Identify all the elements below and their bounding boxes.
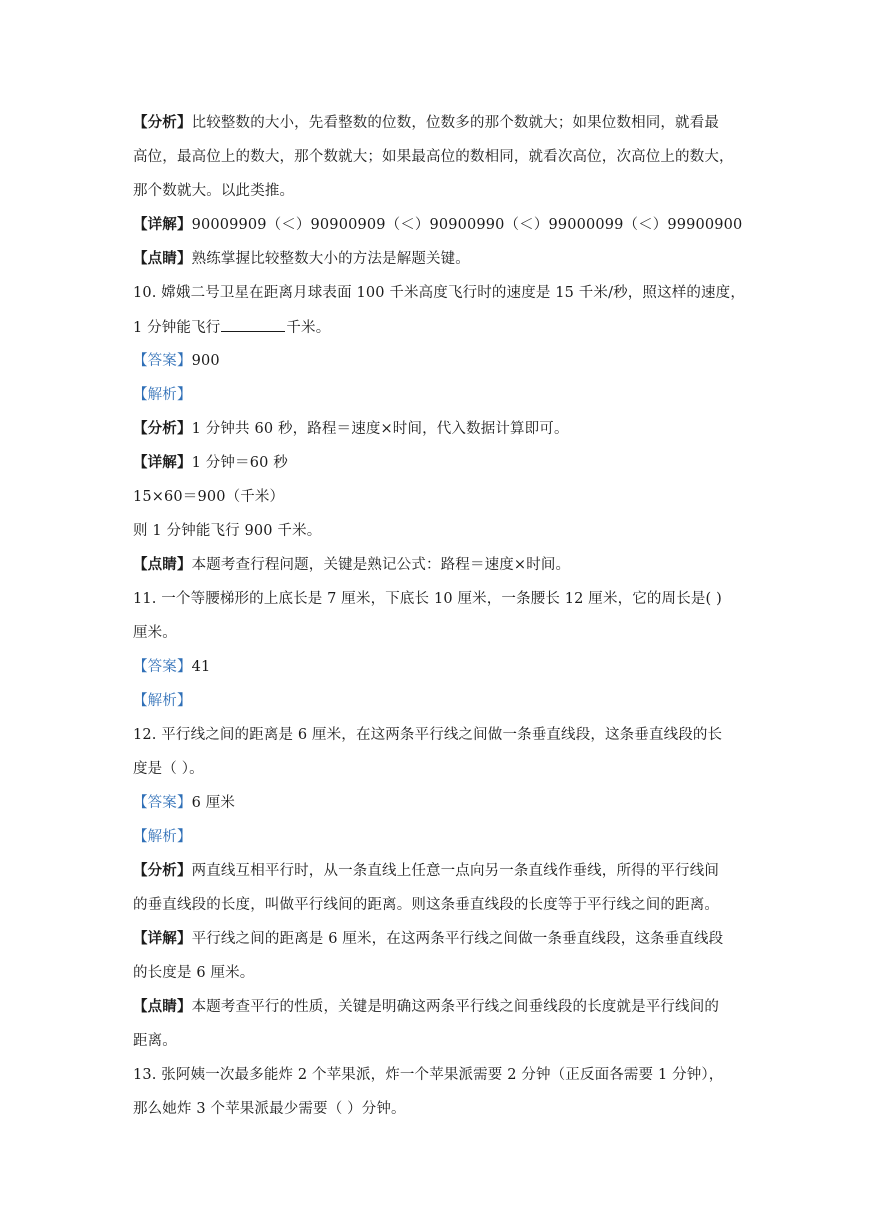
question-10-prefix: 1 分钟能飞行 — [133, 320, 221, 336]
question-10-conclusion: 则 1 分钟能飞行 900 千米。 — [133, 523, 322, 539]
question-12-analysis-line-2: 的垂直线段的长度，叫做平行线间的距离。则这条垂直线段的长度等于平行线之间的距离。 — [133, 897, 719, 913]
detail-tag: 【详解】 — [133, 216, 192, 233]
analysis-tag: 【分析】 — [133, 114, 192, 131]
answer-tag: 【答案】 — [133, 795, 192, 811]
analysis-line-2: 高位，最高位上的数大，那个数就大；如果最高位的数相同，就看次高位，次高位上的数大， — [133, 149, 734, 165]
question-11-line-1: 11. 一个等腰梯形的上底长是 7 厘米，下底长 10 厘米，一条腰长 12 厘米，它的周长是( ) — [133, 591, 722, 607]
analysis-text: 1 分钟共 60 秒，路程＝速度×时间，代入数据计算即可。 — [191, 421, 569, 437]
question-12-answer — [133, 793, 743, 813]
question-12-detail-line-2: 的长度是 6 厘米。 — [133, 965, 255, 981]
question-10-answer — [133, 351, 743, 371]
analysis-line-1 — [133, 113, 743, 133]
analysis-tag: 【分析】 — [133, 420, 192, 437]
question-12-jiexi-tag: 【解析】 — [133, 829, 192, 845]
answer-tag: 【答案】 — [133, 659, 192, 675]
analysis-text: 比较整数的大小，先看整数的位数，位数多的那个数就大；如果位数相同，就看最 — [191, 115, 720, 131]
tip-line — [133, 249, 743, 269]
question-12-tip-line-2: 距离。 — [133, 1033, 177, 1049]
question-12-line-2: 度是（ ）。 — [133, 761, 204, 777]
question-10-line-2 — [133, 317, 743, 338]
tip-tag: 【点睛】 — [133, 250, 192, 267]
analysis-text: 两直线互相平行时，从一条直线上任意一点向另一条直线作垂线，所得的平行线间 — [191, 863, 720, 879]
question-13-line-2: 那么她炸 3 个苹果派最少需要（ ）分钟。 — [133, 1101, 406, 1117]
answer-value: 41 — [191, 659, 211, 675]
analysis-line-3: 那个数就大。以此类推。 — [133, 183, 295, 199]
detail-text: 平行线之间的距离是 6 厘米，在这两条平行线之间做一条垂直线段，这条垂直线段 — [191, 931, 724, 947]
question-10-jiexi-tag: 【解析】 — [133, 387, 192, 403]
detail-text: 1 分钟＝60 秒 — [191, 455, 288, 471]
tip-tag: 【点睛】 — [133, 998, 192, 1015]
question-13-line-1: 13. 张阿姨一次最多能炸 2 个苹果派，炸一个苹果派需要 2 分钟（正反面各需要 1 分钟）， — [133, 1067, 724, 1083]
answer-blank — [221, 317, 285, 332]
detail-tag: 【详解】 — [133, 454, 192, 471]
question-12-analysis-line-1 — [133, 861, 743, 881]
tip-text: 本题考查平行的性质，关键是明确这两条平行线之间垂线段的长度就是平行线间的 — [191, 999, 720, 1015]
question-11-line-2: 厘米。 — [133, 625, 177, 641]
question-10-calc: 15×60＝900（千米） — [133, 489, 285, 505]
tip-text: 本题考查行程问题，关键是熟记公式：路程＝速度×时间。 — [191, 557, 571, 573]
detail-line — [133, 215, 743, 235]
question-10-detail — [133, 453, 743, 473]
question-12-line-1: 12. 平行线之间的距离是 6 厘米，在这两条平行线之间做一条垂直线段，这条垂直线段的长 — [133, 727, 723, 743]
answer-tag: 【答案】 — [133, 353, 192, 369]
question-11-jiexi-tag: 【解析】 — [133, 693, 192, 709]
question-10-line-1: 10. 嫦娥二号卫星在距离月球表面 100 千米高度飞行时的速度是 15 千米/秒，照这样的速度， — [133, 285, 745, 301]
question-10-tip — [133, 555, 743, 575]
question-12-tip-line-1 — [133, 997, 743, 1017]
question-12-detail-line-1 — [133, 929, 743, 949]
analysis-tag: 【分析】 — [133, 862, 192, 879]
answer-value: 900 — [191, 353, 220, 369]
question-10-suffix: 千米。 — [286, 320, 331, 336]
answer-value: 6 厘米 — [191, 795, 236, 811]
detail-tag: 【详解】 — [133, 930, 192, 947]
tip-text: 熟练掌握比较整数大小的方法是解题关键。 — [191, 251, 470, 267]
question-10-analysis — [133, 419, 743, 439]
question-11-answer — [133, 657, 743, 677]
detail-text: 90009909（＜）90900909（＜）90900990（＜）99000099（＜）99900900 — [191, 217, 743, 233]
tip-tag: 【点睛】 — [133, 556, 192, 573]
